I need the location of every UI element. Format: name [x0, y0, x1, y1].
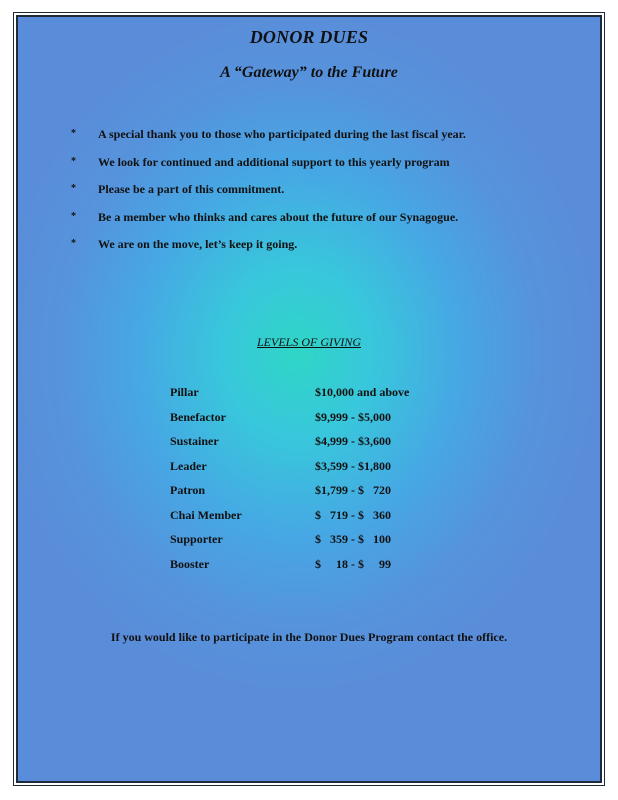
level-name: Booster	[170, 556, 210, 571]
level-name: Supporter	[170, 532, 223, 546]
level-range: $4,999 - $3,600	[315, 434, 391, 448]
bullet-text: We look for continued and additional support to this yearly program	[98, 154, 450, 169]
bullet-star-icon: *	[71, 210, 76, 222]
contact-footer-text: If you would like to participate in the Donor Dues Program contact the office.	[110, 630, 508, 644]
level-name: Patron	[170, 483, 206, 497]
level-range: $10,000 and above	[315, 385, 410, 399]
bullet-star-icon: *	[71, 128, 76, 139]
level-name: Sustainer	[170, 434, 219, 448]
flyer-panel	[16, 15, 602, 783]
giving-level-row	[170, 434, 470, 459]
giving-level-row	[170, 459, 470, 484]
level-name: Pillar	[170, 385, 199, 399]
level-name: Benefactor	[170, 409, 226, 424]
giving-level-row	[170, 508, 470, 533]
giving-level-row	[170, 410, 470, 435]
bullet-text: Be a member who thinks and cares about the future of our Synagogue.	[98, 209, 459, 224]
giving-level-row	[170, 385, 470, 410]
bullet-star-icon: *	[71, 238, 76, 249]
bullet-item	[68, 155, 588, 183]
bullet-star-icon: *	[71, 183, 76, 194]
level-range: $3,599 - $1,800	[315, 458, 391, 473]
level-range: $ 719 - $ 360	[315, 507, 391, 522]
giving-level-row	[170, 483, 470, 508]
bullet-item	[68, 127, 588, 155]
bullet-item	[68, 182, 588, 210]
bullet-item	[68, 237, 588, 265]
level-name: Leader	[170, 458, 207, 473]
bullet-star-icon: *	[71, 155, 76, 167]
flyer-title: DONOR DUES	[249, 27, 369, 47]
level-range: $ 359 - $ 100	[315, 532, 391, 546]
level-range: $1,799 - $ 720	[315, 483, 391, 497]
bullet-text: We are on the move, let’s keep it going.	[98, 237, 298, 251]
level-range: $9,999 - $5,000	[315, 409, 391, 424]
bullet-text: A special thank you to those who participated during the last fiscal year.	[98, 127, 466, 141]
flyer-subtitle: A “Gateway” to the Future	[220, 64, 398, 81]
level-name: Chai Member	[170, 507, 242, 522]
levels-of-giving-heading: LEVELS OF GIVING	[257, 335, 361, 349]
giving-level-row	[170, 532, 470, 557]
bullet-text: Please be a part of this commitment.	[98, 182, 285, 196]
bullet-item	[68, 210, 588, 238]
level-range: $ 18 - $ 99	[315, 556, 391, 571]
bullet-list	[68, 127, 588, 265]
giving-level-row	[170, 557, 470, 582]
giving-levels-table	[170, 385, 470, 581]
